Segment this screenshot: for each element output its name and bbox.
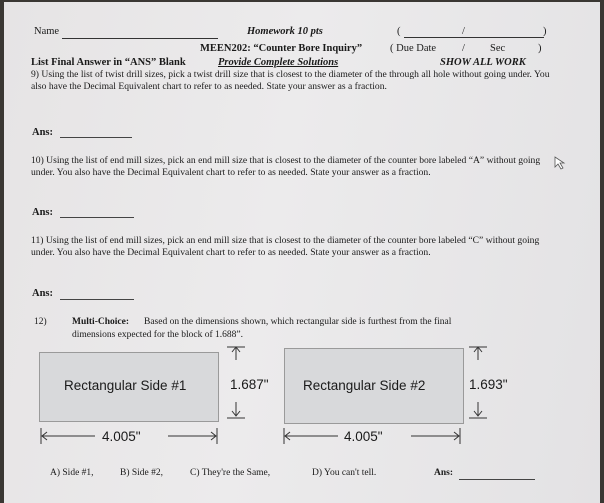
homework-title: Homework 10 pts bbox=[247, 26, 323, 37]
q12-answer-blank[interactable] bbox=[459, 479, 535, 480]
instructions-mid: Provide Complete Solutions bbox=[218, 57, 339, 68]
name-label: Name bbox=[34, 26, 60, 37]
q10-answer-blank[interactable] bbox=[60, 217, 134, 218]
question-12-text-line2: dimensions expected for the block of 1.688”. bbox=[72, 330, 243, 340]
due-date-blank[interactable] bbox=[404, 37, 544, 38]
name-blank[interactable] bbox=[62, 38, 218, 39]
choice-d[interactable]: D) You can't tell. bbox=[312, 468, 377, 478]
instructions-left: List Final Answer in “ANS” Blank bbox=[31, 57, 186, 68]
q9-answer-blank[interactable] bbox=[60, 137, 132, 138]
side-1-width-label: 4.005" bbox=[102, 429, 141, 444]
side-2-label: Rectangular Side #2 bbox=[303, 378, 426, 393]
course-title: MEEN202: “Counter Bore Inquiry” bbox=[200, 43, 363, 54]
date-slash-2: / bbox=[462, 43, 465, 54]
question-12-heading: Multi-Choice: bbox=[72, 317, 129, 327]
q11-ans-label: Ans: bbox=[32, 288, 54, 299]
close-paren-2: ) bbox=[538, 43, 542, 54]
homework-sheet bbox=[4, 2, 600, 503]
section-label: Sec bbox=[490, 43, 506, 54]
open-paren: ( bbox=[397, 26, 401, 37]
rectangular-side-1 bbox=[39, 352, 219, 422]
q9-ans-label: Ans: bbox=[32, 127, 54, 138]
side-1-label: Rectangular Side #1 bbox=[64, 378, 187, 393]
instructions-right: SHOW ALL WORK bbox=[440, 57, 526, 68]
date-slash: / bbox=[462, 26, 465, 37]
question-12-number: 12) bbox=[34, 317, 47, 327]
rectangular-side-2 bbox=[284, 348, 464, 424]
question-12-text-line1: Based on the dimensions shown, which rectangular side is furthest from the final bbox=[144, 317, 452, 327]
side-2-height-label: 1.693" bbox=[469, 377, 508, 392]
q10-ans-label: Ans: bbox=[32, 207, 54, 218]
q11-answer-blank[interactable] bbox=[60, 299, 134, 300]
question-11-text: 11) Using the list of end mill sizes, pick an end mill size that is closest to the diameter of the counter bore labeled “C” without going under. You also have the Decimal Equivalent chart to refer to as needed. State your answer as a fraction. bbox=[31, 235, 540, 259]
due-date-label: ( Due Date bbox=[390, 43, 437, 54]
close-paren: ) bbox=[543, 26, 547, 37]
side-1-height-label: 1.687" bbox=[230, 377, 269, 392]
choice-c[interactable]: C) They're the Same, bbox=[190, 468, 271, 478]
question-9-text: 9) Using the list of twist drill sizes, pick a twist drill size that is closest to the diameter of the through all hole without going under. You also have the Decimal Equivalent chart to refer to as needed. State your answer as a fraction. bbox=[31, 69, 550, 93]
q12-ans-label: Ans: bbox=[434, 468, 454, 478]
choice-b[interactable]: B) Side #2, bbox=[120, 468, 164, 478]
mouse-cursor-icon bbox=[554, 156, 566, 170]
choice-a[interactable]: A) Side #1, bbox=[50, 468, 94, 478]
side-2-width-label: 4.005" bbox=[344, 429, 383, 444]
question-10-text: 10) Using the list of end mill sizes, pick an end mill size that is closest to the diameter of the counter bore labeled “A” without going under. You also have the Decimal Equivalent chart to refer to as needed. State your answer as a fraction. bbox=[31, 155, 541, 179]
